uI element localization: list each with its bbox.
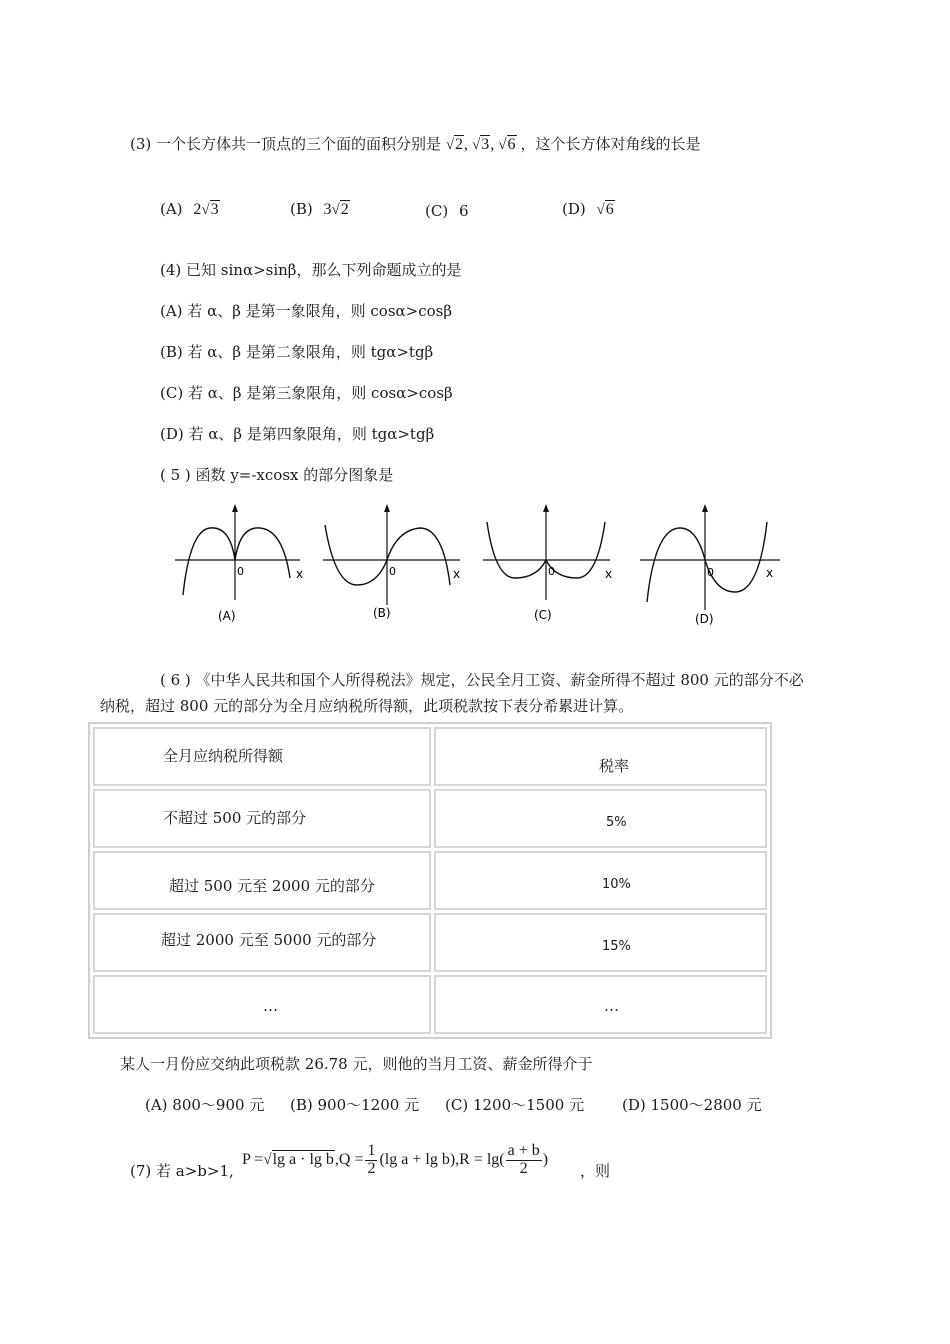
sqrt-area-1: √2 (445, 136, 464, 153)
q3-stem-suffix: ，这个长方体对角线的长是 (520, 135, 701, 153)
graph-c-arrow-icon (543, 504, 549, 512)
table-header-cell: 全月应纳税所得额 (93, 727, 431, 786)
q3-stem (130, 133, 701, 154)
graph-c-axis-label: x (605, 567, 613, 581)
q7-r-fraction: a + b 2 (507, 1141, 540, 1177)
graph-d (640, 504, 780, 626)
q7-r-close: ) (542, 1151, 549, 1168)
graph-a-curve (183, 528, 290, 595)
graph-c-origin: 0 (548, 565, 555, 578)
q7-formula (242, 1138, 548, 1182)
q7-q-body: (lg a + lg b),R = lg( (379, 1151, 505, 1168)
graph-a (175, 504, 303, 623)
graph-b-origin: 0 (389, 565, 396, 578)
table-cell: 超过 500 元至 2000 元的部分 (93, 851, 431, 910)
q6-stem-line2: 纳税，超过 800 元的部分为全月应纳税所得额，此项税款按下表分希累进计算。 (100, 697, 634, 715)
q5-stem: ( 5 ) 函数 y=-xcosx 的部分图象是 (160, 466, 394, 484)
q4-option-d: (D) 若 α、β 是第四象限角，则 tgα>tgβ (160, 425, 435, 443)
q3-option-c: (C) 6 (425, 202, 469, 220)
q3-areas: √2, √3, √6 (445, 136, 516, 153)
q3-option-d: (D) √6 (562, 200, 614, 218)
table-header-row (93, 727, 767, 786)
graph-b-axis-label: x (453, 567, 461, 581)
graph-b-label: (B) (373, 606, 391, 620)
q7-half-fraction: $\frac{1}{2}$ (367, 1141, 376, 1177)
q6-option-b: (B) 900～1200 元 (290, 1096, 420, 1114)
table-header-cell: 税率 (434, 727, 767, 786)
q6-stem-line1: ( 6 ) 《中华人民共和国个人所得税法》规定，公民全月工资、薪金所得不超过 800 元的部分不必 (160, 671, 804, 689)
table-row (93, 851, 767, 910)
graph-a-axis-label: x (296, 567, 304, 581)
q6-option-d: (D) 1500～2800 元 (622, 1096, 762, 1114)
table-row (93, 789, 767, 848)
graph-d-arrow-icon (702, 504, 708, 512)
table-cell: … (93, 975, 431, 1034)
graph-a-origin: 0 (237, 565, 244, 578)
q7-p-sqrt: √lg a · lg b (263, 1151, 334, 1168)
table-row (93, 913, 767, 972)
sqrt-area-2: √3 (472, 136, 490, 153)
q4-stem: (4) 已知 sinα>sinβ，那么下列命题成立的是 (160, 261, 462, 279)
q3-option-a: (A) 2√3 (160, 200, 219, 218)
table-cell: 5% (434, 789, 767, 848)
tax-table (88, 722, 772, 1039)
table-cell: 不超过 500 元的部分 (93, 789, 431, 848)
q6-option-a: (A) 800～900 元 (145, 1096, 265, 1114)
q3-stem-prefix: (3) 一个长方体共一顶点的三个面的面积分别是 (130, 135, 442, 153)
q4-option-b: (B) 若 α、β 是第二象限角，则 tgα>tgβ (160, 343, 434, 361)
graph-b (323, 504, 460, 620)
graph-c-label: (C) (534, 608, 552, 622)
graph-d-label: (D) (695, 612, 714, 626)
q7-p-label: P = (242, 1151, 264, 1168)
table-row (93, 975, 767, 1034)
q4-option-a: (A) 若 α、β 是第一象限角，则 cosα>cosβ (160, 302, 453, 320)
graph-d-origin: 0 (707, 566, 714, 579)
table-cell: 超过 2000 元至 5000 元的部分 (93, 913, 431, 972)
q7-suffix: ，则 (580, 1162, 611, 1180)
q7-prefix: (7) 若 a>b>1, (130, 1162, 234, 1180)
graph-a-label: (A) (218, 609, 236, 623)
graph-d-axis-label: x (766, 566, 774, 580)
q4-option-c: (C) 若 α、β 是第三象限角，则 cosα>cosβ (160, 384, 453, 402)
q6-option-c: (C) 1200～1500 元 (445, 1096, 585, 1114)
q7-q-label: ,Q = (334, 1151, 364, 1168)
graph-b-arrow-icon (384, 504, 390, 512)
q6-followup: 某人一月份应交纳此项税款 26.78 元，则他的当月工资、薪金所得介于 (120, 1055, 593, 1073)
graph-d-curve (647, 522, 767, 602)
table-cell: 10% (434, 851, 767, 910)
graph-a-arrow-icon (232, 504, 238, 512)
table-cell: 15% (434, 913, 767, 972)
q3-option-b: (B) 3√2 (290, 200, 349, 218)
table-cell: … (434, 975, 767, 1034)
sqrt-area-3: √6 (498, 136, 516, 153)
q5-graphs (165, 500, 795, 630)
graph-c (483, 504, 612, 622)
